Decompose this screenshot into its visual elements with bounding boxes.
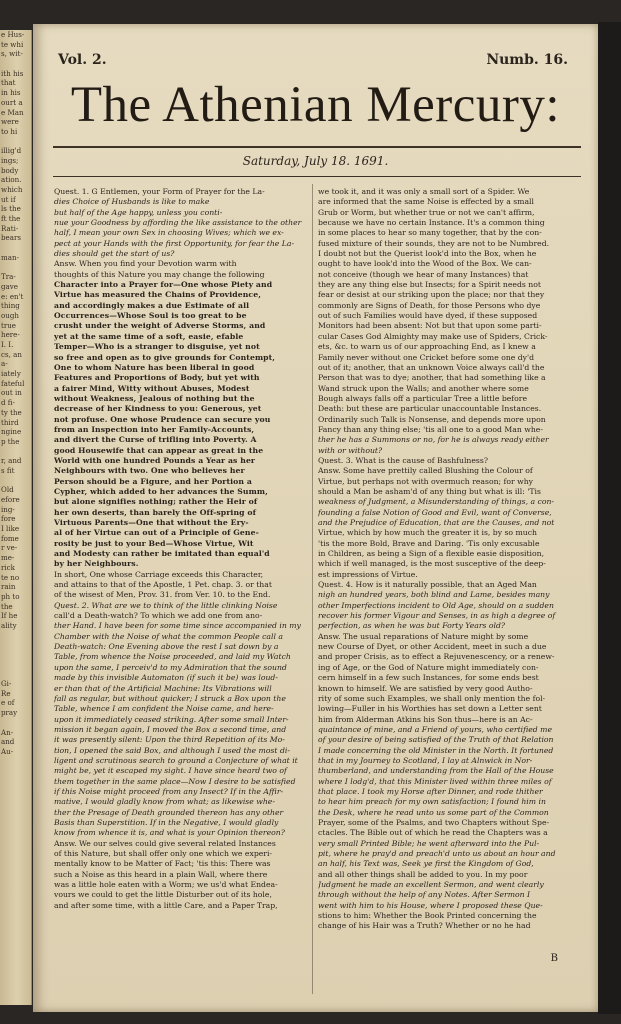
text-line: Answ. When you find your Devotion warm with — [54, 259, 237, 269]
sliver-line: I. I. — [1, 340, 14, 349]
text-line: upon the same, I perceiv'd to my Admiration that the sound — [54, 662, 287, 672]
sliver-line: Old — [1, 485, 14, 495]
text-line: which if well managed, is the most susceptive of the deep- — [318, 559, 546, 569]
sliver-line: te no — [1, 572, 20, 582]
sliver-line: bears — [1, 233, 21, 243]
text-line: and accordingly makes a due Estimate of all — [54, 300, 250, 310]
text-line: yet at the same time of a soft, easie, efable — [54, 331, 244, 341]
text-line: crusht under the weight of Adverse Storms, and — [54, 321, 266, 331]
text-line: Cypher, which added to her advances the Summ, — [54, 486, 268, 496]
text-line: I doubt not but the Querist look'd into the Box, when he — [318, 249, 537, 259]
text-line: should a Man be asham'd of any thing but what is ill: 'Tis — [318, 486, 541, 496]
text-line: Monitors had been absent: Not but that upon some parti- — [318, 321, 542, 331]
text-line: through without the help of any Notes. After Sermon I — [318, 890, 531, 900]
sliver-line: te whi — [1, 39, 24, 49]
sliver-line: to hi — [1, 126, 18, 136]
sliver-line: illig'd — [1, 146, 22, 156]
text-line: and attains to that of the Apostle, 1 Pet. chap. 3. or that — [54, 580, 272, 590]
sliver-line — [0, 59, 31, 69]
text-line: Features and Proportions of Body, but yet with — [54, 373, 260, 383]
issue-number: Numb. 16. — [486, 52, 568, 68]
text-line: 'tis the more Bold, Brave and Daring. 'Tis only excusable — [318, 538, 540, 548]
text-line: Answ. The usual reparations of Nature might by some — [318, 631, 529, 641]
text-line: ther Hand. I have been for some time since accompanied in my — [54, 621, 301, 631]
sliver-line: ph to — [1, 591, 20, 601]
text-line: Person should be a Figure, and her Portion a — [54, 476, 252, 486]
sliver-line: me- — [1, 553, 15, 563]
sliver-line: ings; — [1, 155, 19, 165]
right-text-column — [318, 187, 572, 932]
sliver-line: s, wit- — [1, 49, 23, 59]
text-line: stions to him: Whether the Book Printed concerning the — [318, 911, 537, 921]
sliver-line — [0, 243, 31, 253]
sliver-line: third — [1, 417, 19, 427]
text-line: Virtue, but perhaps not with overmuch reason; for why — [318, 476, 534, 486]
sliver-line: pray — [1, 708, 18, 718]
text-line: if this Noise might proceed from any Insect? If in the Affir- — [54, 786, 284, 796]
text-line: Quest. 1. G Entlemen, your Form of Prayer for the La- — [54, 187, 265, 196]
sliver-line: Rati- — [1, 223, 19, 233]
sliver-line — [0, 718, 31, 728]
text-line: I made concerning the old Minister in the North. It fortuned — [318, 745, 554, 755]
text-line: an half, his Text was, Seek ye first the Kingdom of God, — [318, 859, 534, 869]
text-line: cern himself in a few such Instances, for some ends best — [318, 673, 539, 683]
left-text-column — [54, 187, 308, 911]
text-line: Fancy than any thing else; 'tis all one to a good Man whe- — [318, 424, 543, 434]
text-line: of your desire of being satisfied of the Truth of that Relation — [318, 735, 554, 745]
text-line: very small Printed Bible; he went afterward into the Pul- — [318, 838, 540, 848]
text-line: of the wisest of Men, Prov. 31. from Ver. 10. to the End. — [54, 590, 271, 600]
text-line: not profuse. One whose Prudence can secure you — [54, 414, 271, 424]
text-line: Death: but these are particular unaccountable Instances. — [318, 404, 542, 414]
text-line: might be, yet it escaped my sight. I have since heard two of — [54, 766, 287, 776]
sliver-line: here- — [1, 330, 20, 340]
text-line: know from whence it is, and what is your Opinion thereon? — [54, 828, 285, 838]
sliver-line: gave — [1, 281, 18, 291]
sliver-line: d fi- — [1, 398, 15, 408]
sliver-line: s fit — [1, 465, 15, 475]
text-line: nue your Goodness by affording the like assistance to the other — [54, 218, 302, 228]
sliver-line: ty the — [1, 407, 22, 417]
sliver-line: in his — [1, 88, 21, 98]
sliver-line: ft the — [1, 214, 21, 224]
sliver-line: I like — [1, 524, 20, 534]
sliver-line: rain — [1, 582, 16, 592]
text-line: and proper Crisis, as to effect a Rejuvenescency, or a renew- — [318, 652, 555, 662]
text-line: the Desk, where he read unto us some part of the Common — [318, 807, 549, 817]
text-line: Table, from whence the Noise proceeded, and laid my Watch — [54, 652, 291, 662]
text-line: from an Inspection into her Family-Accounts, — [54, 424, 255, 434]
sliver-line — [0, 137, 31, 147]
text-line: ther he has a Summons or no, for he is always ready either — [318, 435, 549, 445]
text-line: Basis than Superstition. If in the Negative, I would gladly — [54, 817, 279, 827]
sliver-line — [0, 669, 31, 679]
text-line: Occurrences—Whose Soul is too great to be — [54, 311, 247, 321]
masthead — [33, 24, 598, 174]
sliver-line — [0, 631, 31, 641]
sliver-line: e Man — [1, 107, 24, 117]
text-line: Person that was to dye; another, that had something like a — [318, 373, 546, 383]
text-line: World with one hundred Pounds a Year as her — [54, 455, 256, 465]
text-line: without Weakness, Jealous of nothing but the — [54, 393, 255, 403]
volume-label: Vol. 2. — [58, 52, 107, 68]
text-line: nigh an hundred years, both blind and Lame, besides many — [318, 590, 550, 600]
text-line: Grub or Worm, but whether true or not we can't affirm, — [318, 207, 535, 217]
text-line: In short, One whose Carriage exceeds this Character, — [54, 569, 264, 579]
text-line: known to himself. We are satisfied by very good Autho- — [318, 683, 533, 693]
sliver-line — [0, 660, 31, 670]
text-line: made by this invisible Automaton (if such it be) was loud- — [54, 673, 278, 683]
text-line: fused mixture of their sounds, they are not to be Numbred. — [318, 238, 550, 248]
adjacent-page-sliver — [0, 30, 32, 1005]
newspaper-title: The Athenian Mercury: — [70, 77, 561, 133]
text-line: and the Prejudice of Education, that are the Causes, and not — [318, 518, 555, 527]
text-line: mentally know to be Matter of Fact; 'tis this: There was — [54, 859, 271, 869]
text-line: fear or desist at our striking upon the place; nor that they — [318, 290, 545, 300]
column-divider — [312, 184, 313, 994]
text-line: Virtuous Parents—One that without the Ery- — [54, 518, 249, 527]
text-line: out of it; another, that an unknown Voice always call'd the — [318, 362, 545, 372]
text-line: Ordinarily such Talk is Nonsense, and depends more upon — [318, 414, 546, 424]
text-line: commonly are Signs of Death, for those Persons who dye — [318, 300, 541, 310]
text-line: est impressions of Virtue. — [318, 569, 418, 579]
sliver-line: ls the — [1, 204, 21, 214]
text-line: them together in the same place—Now I desire to be satisfied — [54, 776, 296, 786]
sliver-line: ut if — [1, 194, 16, 204]
sliver-line: thing — [1, 301, 20, 311]
text-line: Chamber with the Noise of what the common People call a — [54, 631, 283, 641]
text-line: er than that of the Artificial Machine: Its Vibrations will — [54, 683, 272, 693]
sliver-line — [0, 476, 31, 486]
text-line: where I lodg'd, that this Minister lived within three miles of — [318, 776, 552, 786]
sliver-line: p the — [1, 436, 20, 446]
text-line: so free and open as to give grounds for Contempt, — [54, 352, 276, 362]
text-line: her own deserts, than barely the Off-spring of — [54, 507, 257, 517]
text-line: Quest. 4. How is it naturally possible, that an Aged Man — [318, 580, 537, 590]
sliver-line: fome — [1, 533, 19, 543]
sliver-line — [0, 650, 31, 660]
text-line: perfection, as when he was but Forty Years old? — [318, 621, 506, 631]
text-line: ets, &c. to warn us of our approaching End, as I knew a — [318, 342, 536, 352]
text-line: other Imperfections incident to Old Age, should on a sudden — [318, 600, 554, 610]
text-line: tion, I opened the said Box, and although I used the most di- — [54, 745, 290, 755]
text-line: ctacles. The Bible out of which he read the Chapters was a — [318, 828, 548, 838]
sliver-line: ngine — [1, 427, 22, 437]
text-line: lowing—Fuller in his Worthies has set down a Letter sent — [318, 704, 542, 714]
text-line: a fairer Mind, Witty without Abuses, Modest — [54, 383, 250, 393]
text-line: and divert the Curse of trifling into Poverty. A — [54, 435, 257, 445]
sliver-line: and — [1, 737, 15, 747]
text-line: change of his Hair was a Truth? Whether or no he had — [318, 921, 531, 931]
text-line: good Housewife that can appear as great in the — [54, 445, 264, 455]
text-line: by her Neighbours. — [54, 559, 139, 569]
text-line: that in my Journey to Scotland, I lay at Alnwick in Nor- — [318, 755, 533, 765]
text-line: pit, where he pray'd and preach'd unto us about an hour and — [318, 849, 556, 858]
text-line: of this Nature, but shall offer only one which we experi- — [54, 849, 273, 858]
sliver-line: which — [1, 185, 23, 194]
text-line: Answ. Some have prettily called Blushing the Colour of — [318, 466, 533, 476]
sliver-line: If he — [1, 611, 18, 621]
sliver-line: true — [1, 320, 17, 330]
sliver-line: e of — [1, 698, 15, 708]
text-line: out of such Families would have dyed, if these supposed — [318, 311, 538, 321]
sliver-line: An- — [1, 727, 14, 737]
text-line: because we have no certain Instance. It's a common thing — [318, 218, 545, 228]
text-line: Virtue has measured the Chains of Providence, — [54, 290, 261, 300]
sliver-line: fore — [1, 514, 16, 524]
text-line: but half of the Age happy, unless you conti- — [54, 207, 223, 217]
text-line: and Modesty can rather be imitated than equal'd — [54, 549, 270, 559]
text-line: new Course of Dyet, or other Accident, meet in such a due — [318, 642, 547, 652]
sliver-line: rick — [1, 562, 15, 572]
sliver-line: ith his — [1, 68, 24, 78]
text-line: vours we could to get the little Disturber out of its hole, — [54, 890, 272, 900]
text-line: Answ. We our selves could give several related Instances — [54, 838, 276, 848]
text-line: him from Alderman Atkins his Son thus—here is an Ac- — [318, 714, 533, 724]
text-line: ligent and scrutinous search to ground a Conjecture of what it — [54, 755, 298, 765]
text-line: Neighbours with two. One who believes her — [54, 466, 245, 476]
text-line: to hear him preach for my own satisfaction; I found him in — [318, 797, 546, 807]
text-line: Character into a Prayer for—One whose Piety and — [54, 280, 273, 290]
text-line: but alone signifies nothing; rather the Heir of — [54, 497, 258, 507]
text-line: founding a false Notion of Good and Evil, want of Converse, — [318, 507, 552, 517]
text-line: Family never without one Cricket before some one dy'd — [318, 352, 535, 362]
text-line: quaintance of mine, and a Friend of yours, who certified me — [318, 724, 553, 734]
sliver-line: Gi- — [1, 679, 12, 689]
text-line: with or without? — [318, 445, 383, 455]
text-line: dies Choice of Husbands is like to make — [54, 197, 210, 207]
text-line: weakness of Judgment, a Misunderstanding of things, a con- — [318, 497, 555, 507]
text-line: not conceive (though we hear of many Instances) that — [318, 269, 529, 279]
text-line: rity of some such Examples, we shall only mention the fol- — [318, 693, 546, 703]
text-line: Quest. 3. What is the cause of Bashfulness? — [318, 455, 488, 465]
text-line: fall as regular, but without quicker; I struck a Box upon the — [54, 693, 286, 703]
text-line: was a little hole eaten with a Worm; we us'd what Endea- — [54, 880, 278, 890]
sliver-line: were — [1, 117, 19, 127]
text-line: rosity be just to your Bed—Whose Virtue, Wit — [54, 538, 254, 548]
sliver-line: e: en't — [1, 291, 24, 301]
text-line: mative, I would gladly know from what; as likewise whe- — [54, 797, 275, 807]
dateline: Saturday, July 18. 1691. — [242, 154, 389, 168]
text-line: dies should get the start of us? — [54, 249, 175, 259]
text-line: that place. I took my Horse after Dinner, and rode thither — [318, 786, 543, 796]
text-line: upon it immediately ceased striking. After some small Inter- — [54, 714, 289, 724]
text-line: and after some time, with a little Care, and a Paper Trap, — [54, 900, 278, 910]
sliver-line: Au- — [1, 746, 14, 756]
text-line: ther the Presage of Death grounded thereon has any other — [54, 807, 284, 817]
text-line: such a Noise as this heard in a plain Wall, where there — [54, 869, 268, 879]
text-line: decrease of her Kindness to you: Generous, yet — [54, 404, 262, 414]
text-line: call'd a Death-watch? To which we add one from ano- — [54, 611, 263, 621]
text-line: in Children, as being a Sign of a flexible easie disposition, — [318, 549, 545, 559]
text-line: recover his former Vigour and Senses, in as high a degree of — [318, 611, 556, 621]
text-line: are informed that the same Noise is effected by a small — [318, 197, 534, 207]
sliver-line — [0, 640, 31, 650]
text-line: went with him to his House, where I proposed these Que- — [318, 900, 543, 910]
text-line: cular Cases God Almighty may make use of Spiders, Crick- — [318, 331, 548, 341]
text-line: they are any thing else but Insects; for a Spirit needs not — [318, 280, 541, 290]
text-line: Virtue, which by how much the greater it is, by so much — [318, 528, 537, 538]
sliver-line: man- — [1, 252, 19, 262]
text-line: al of her Virtue can out of a Principle of Gene- — [54, 528, 259, 538]
text-line: mission it began again, I moved the Box a second time, and — [54, 724, 287, 734]
sliver-line: a- — [1, 359, 8, 369]
sliver-line: r ve- — [1, 543, 18, 553]
sliver-line: ation. — [1, 175, 22, 185]
sliver-line: ing- — [1, 504, 15, 514]
text-line: thoughts of this Nature you may change the following — [54, 269, 265, 279]
title-rule — [53, 146, 581, 148]
sliver-line: ough — [1, 310, 19, 320]
sliver-line: out in — [1, 388, 22, 398]
text-line: it was presently silent: Upon the third Repetition of its Mo- — [54, 735, 285, 745]
sliver-line: ourt a — [1, 97, 23, 107]
sliver-line: r, and — [1, 456, 22, 466]
dateline-rule — [53, 176, 581, 177]
sliver-line: efore — [1, 495, 20, 504]
text-line: half, I mean your own Sex in choosing Wives; which we ex- — [54, 228, 284, 238]
text-line: ought to have look'd into the Wood of the Box. We can- — [318, 259, 532, 269]
text-line: we took it, and it was only a small sort of a Spider. We — [318, 187, 530, 196]
text-line: ing of Age, or the God of Nature might immediately con- — [318, 662, 539, 672]
text-line: in some places to hear so many together, that by the con- — [318, 228, 542, 238]
signature-mark: B — [550, 953, 558, 964]
text-line: One to whom Nature has been liberal in good — [54, 362, 255, 372]
sliver-line: e Hus- — [1, 30, 25, 39]
text-line: Prayer, some of the Psalms, and two Chapters without Spe- — [318, 817, 550, 827]
sliver-line: that — [1, 78, 16, 88]
background-edge — [598, 22, 621, 1014]
text-line: and all other things shall be added to you. In my poor — [318, 869, 528, 879]
text-line: Table, whence I am confident the Noise came, and here- — [54, 704, 274, 714]
text-line: pect at your Hands with the first Opportunity, for fear the La- — [54, 238, 295, 248]
sliver-line: cs, an — [1, 349, 22, 359]
sliver-line: ality — [1, 620, 17, 630]
sliver-line — [0, 263, 31, 273]
text-line: Judgment he made an excellent Sermon, and went clearly — [318, 880, 544, 890]
sliver-line: fateful — [1, 378, 25, 388]
sliver-line: iately — [1, 369, 21, 379]
text-line: Death-watch: One Evening above the rest I sat down by a — [54, 642, 279, 652]
text-line: Bough always falls off a particular Tree a little before — [318, 393, 528, 403]
sliver-line: body — [1, 165, 19, 175]
sliver-line: Re — [1, 688, 11, 698]
text-line: Wand struck upon the Walls; and another where some — [318, 383, 529, 393]
newspaper-page — [33, 24, 598, 1012]
sliver-line — [0, 447, 31, 457]
text-line: Temper—Who is a stranger to disguise, yet not — [54, 342, 260, 352]
text-line: thumberland, and understanding from the Hall of the House — [318, 766, 554, 776]
sliver-line: Tra- — [1, 272, 16, 282]
text-line: Quest. 2. What are we to think of the little clinking Noise — [54, 600, 278, 610]
sliver-line: the — [1, 601, 13, 611]
